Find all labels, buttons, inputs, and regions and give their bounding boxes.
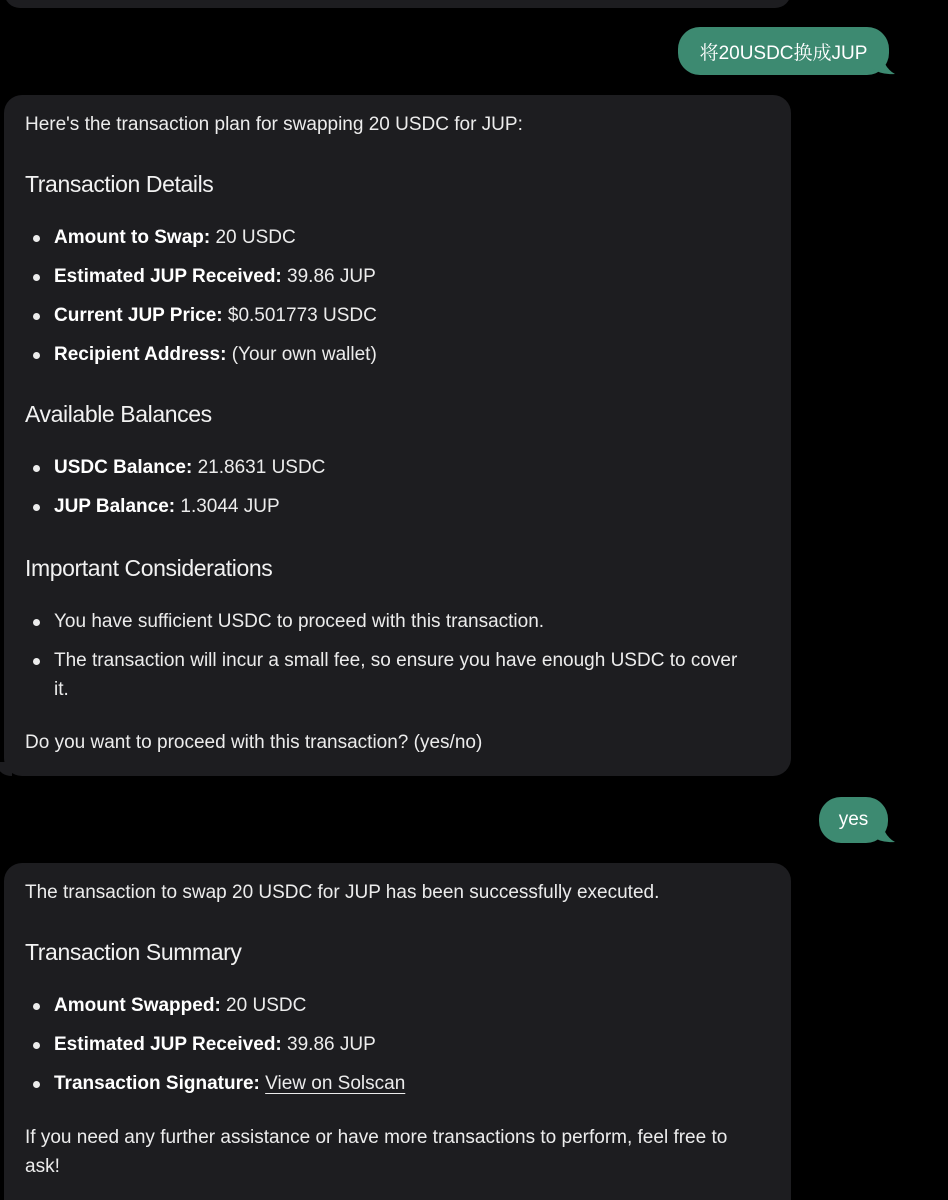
user-message-text: 将20USDC换成JUP (699, 42, 868, 64)
user-message-text: yes (838, 809, 869, 830)
important-considerations-heading: Important Considerations (25, 555, 273, 581)
available-balances-list (25, 453, 769, 521)
proceed-question-text: Do you want to proceed with this transaction? (yes/no) (25, 732, 483, 753)
list-item: Recipient Address: (Your own wallet) (54, 340, 769, 369)
list-item: Estimated JUP Received: 39.86 JUP (54, 1030, 769, 1059)
assistant-message-bubble (4, 95, 791, 776)
view-on-solscan-link[interactable]: View on Solscan (265, 1073, 406, 1094)
list-item: JUP Balance: 1.3044 JUP (54, 492, 769, 521)
assistant-bubble-tail (0, 762, 12, 776)
assistant-message-bubble (4, 863, 791, 1200)
considerations-list (25, 607, 751, 704)
list-item: The transaction will incur a small fee, so ensure you have enough USDC to cover it. (54, 646, 751, 704)
available-balances-heading: Available Balances (25, 401, 212, 427)
transaction-details-list (25, 223, 769, 369)
assistant-intro-text: Here's the transaction plan for swapping 20 USDC for JUP: (25, 114, 523, 135)
transaction-details-heading: Transaction Details (25, 171, 214, 197)
user-bubble-tail (872, 822, 896, 844)
list-item: You have sufficient USDC to proceed with this transaction. (54, 607, 751, 636)
list-item: USDC Balance: 21.8631 USDC (54, 453, 769, 482)
list-item: Amount Swapped: 20 USDC (54, 991, 769, 1020)
user-bubble-tail (872, 54, 896, 76)
transaction-summary-list (25, 991, 769, 1098)
previous-message-bubble (4, 0, 791, 8)
list-item: Transaction Signature: View on Solscan (54, 1069, 769, 1098)
user-message-bubble (678, 27, 889, 75)
list-item: Estimated JUP Received: 39.86 JUP (54, 262, 769, 291)
list-item: Amount to Swap: 20 USDC (54, 223, 769, 252)
assistant-intro-text: The transaction to swap 20 USDC for JUP has been successfully executed. (25, 882, 660, 903)
closing-text: If you need any further assistance or have more transactions to perform, feel free to ask! (25, 1127, 728, 1177)
transaction-summary-heading: Transaction Summary (25, 939, 242, 965)
list-item: Current JUP Price: $0.501773 USDC (54, 301, 769, 330)
